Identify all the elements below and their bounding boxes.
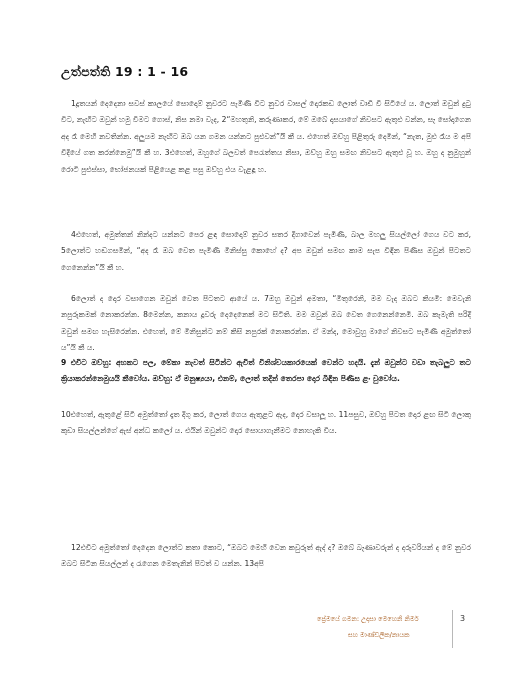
page-number: 3 xyxy=(460,614,466,623)
page-heading: උත්පත්ති 19 : 1 - 16 xyxy=(61,64,189,79)
paragraph-verses-10-11: 10එහෙත්, ඇතුළේ සිටි අමුත්තෝ දෑත දිගු කර, ලොත් ගෙය ඇතුළට ඇද, දොර වසාලූ හ. 11පසුව, ඔව්හු පිටත දොර ළඟ සිටි ලොකු කුඩා සියල්ලන්ගේ ඇස් අන්ධ කලෝ ය. එයින් ඔවුන්ට දොර සොයාගැනීමට නොහැකි විය. xyxy=(61,410,471,436)
paragraph-verses-1-3: 1දූතයන් දෙදෙනා සවස් කාලයේ සොදොම් නුවරට පැමිණි විට නුවර වාසල් දොරකඩ ලොත් වාඩි වී සිටියේ ය. ලොත් ඔවුන් දුටු විට, නැඟිට ඔවුන් හමු වීමට ගොස්, නිස නමා වැද, 2“මහතුනි, කරුණාකර, මේ ඔබේ දාසයාගේ නිවසට ඇතුළු වන්න, සෑ සෝදාගෙන අද රෑ මෙහි නවතින්න. අලුයම නැඟිට ඔබ යන ගමන යන්නට පුළුවන්”යි කී ය. එහෙත් ඔව්හු පිළිතුරු දෙමින්, “නැත, මුළු රෑය ම අපි වීදියේ ගත කරන්නෙමු”යි කී හ. 3එහෙත්, ඔහුගේ බලවත් පෙරැත්තය නිසා, ඔව්හු ඔහු සමඟ නිවසට ඇතුළු වූ හ. ඔහු ද නුමුහුන් රොටි පුළුස්සා, භෝජනයක් පිළියෙළ කළ පසු ඔව්හු එය වැළඳූ හ. xyxy=(61,99,471,174)
paragraph-verse-9: 9 එවිට ඔව්හු: අහකට පල, මේකා නැවත් සිටින්ට ඇවිත් විනිශ්චයකාරයෙක් වෙන්ට හදයි. දැන් ඔවුන්ට වඩා තැබලුට තට ක්‍රියාකරන්නෙමුයයි කීවෝය. ඔව්හු: ඒ මනුෂ්‍යයා, එනම්, ලොත් තදින් තෙරපා දොර බිඳින පිණිස ළං වුවෝය. xyxy=(61,358,471,384)
footer-divider xyxy=(452,610,453,648)
footer-subtitle: සහ මාණ්ඩලික/නායක xyxy=(348,631,410,639)
paragraph-verses-12-13: 12එවිට අමුත්තෝ දෙදෙන ලොත්ට කතා කොට, “ඔබට මෙහි වෙන කවුරුත් ඇද් ද? ඔබේ බෑණාවරුන් ද දරුවරියන් ද මේ නුවර ඔබට සිටින සියල්ලන් ද රැගෙන මෙතැනින් පිටත් ව යන්න. 13අපි xyxy=(61,543,471,569)
paragraph-verses-4-5: 4එහෙත්, අමුත්තන් නින්දට යන්නට පෙර ළඳ සොදොම් නුවර සතර දිගාවෙන් පැමිණි, බාල මහලු සියල්ලෝ ගෙය වට කර, 5ලොත්ට හඬගසමින්, “අද රෑ ඔබ වෙත පැමිණි මිනිස්සු කොහේ ද? අප ඔවුන් සමඟ කාම සැප විඳින පිණිස ඔවුන් පිටතට ගෙනෙන්න”යි කී හ. xyxy=(61,230,471,272)
paragraph-verses-6-8: 6ලොත් ද දොර වසාගෙන ඔවුන් වෙත පිටතට ආයේ ය. 7ඔහු ඔවුන් අමතා, “මිතුරෙනි, මම වැද ඔබට කියමි: මෙවැනි නපුරුකමක් නොකරන්න. 8මෙන්න, කනාය දූවරු දෙදෙනෙක් මට සිටිති. මම ඔවුන් ඔබ වෙත ගෙනෙන්නෙමි. ඔබ කැමැති පරිදි ඔවුන් සමඟ හැසිරෙන්න. එහෙත්, මේ මිනිසුන්ට නම් කිසි නපුරක් නොකරන්න. ඒ මන්ද, මොවුහු මාගේ නිවසට පැමිණි අමුත්තෝ ය”යි කී ය. xyxy=(61,294,471,353)
footer-title: ප්‍රේමයේ ගමන: උදාසා මෙහෙනි නිර්ම xyxy=(317,615,419,623)
